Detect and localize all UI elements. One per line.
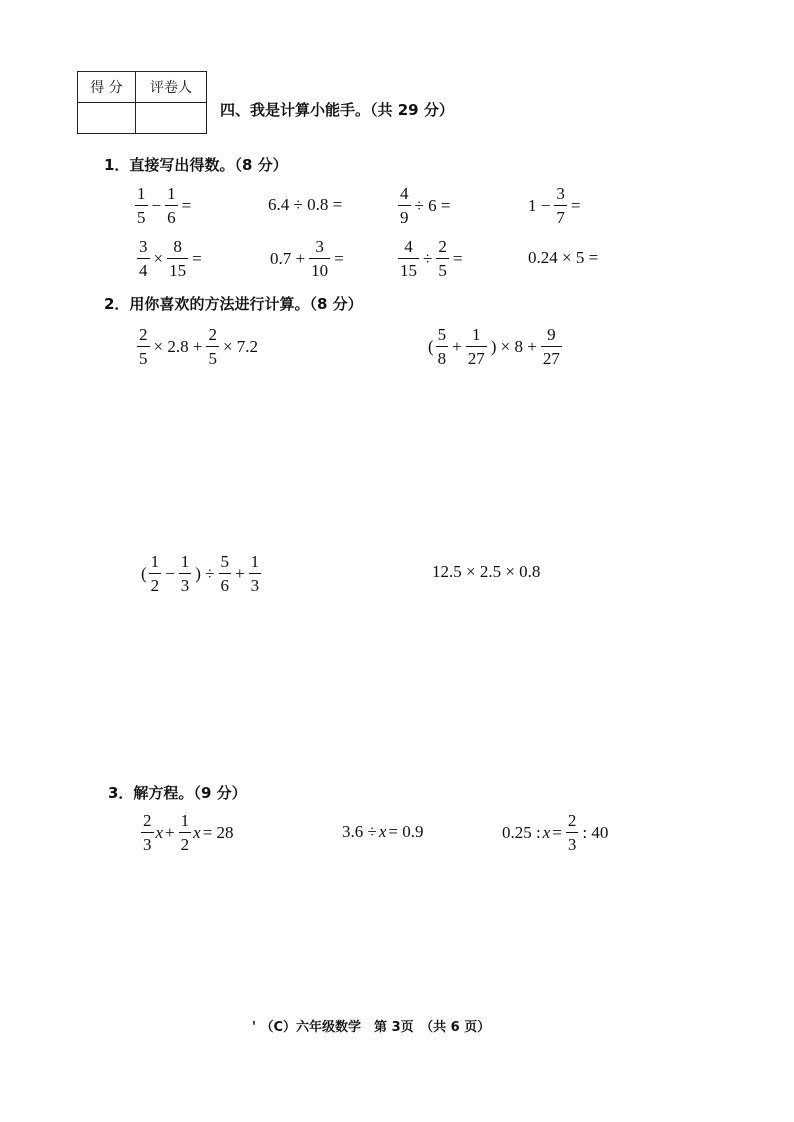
score-cell <box>78 103 136 134</box>
q2-expr-4: 12.5 × 2.5 × 0.8 <box>432 562 541 581</box>
q1-item-5: $\frac{3}{4}$ × $\frac{8}{15}$ = <box>139 237 202 280</box>
q1-item-1: $\frac{1}{5}$ − $\frac{1}{6}$ = <box>137 184 192 227</box>
fraction: $\frac{1}{5}$ <box>137 184 146 227</box>
page-footer: ' （C）六年级数学 第 3页 （共 6 页） <box>252 1020 491 1035</box>
fraction: $\frac{1}{2}$ <box>180 811 190 854</box>
fraction: $\frac{1}{3}$ <box>180 552 190 595</box>
section-title: 四、我是计算小能手。（共 29 分） <box>220 101 454 119</box>
fraction: $\frac{2}{5}$ <box>438 237 447 280</box>
fraction: $\frac{1}{6}$ <box>167 184 176 227</box>
fraction: $\frac{5}{8}$ <box>437 325 447 368</box>
fraction: $\frac{3}{10}$ <box>311 237 329 280</box>
q2-expr-3: ( $\frac{1}{2}$ − $\frac{1}{3}$ ) ÷ $\frac{5}{6}$ + $\frac{1}{3}$ <box>141 552 260 595</box>
grader-label: 评卷人 <box>136 72 207 103</box>
fraction: $\frac{4}{15}$ <box>400 237 417 280</box>
q3-title: 3．解方程。（9 分） <box>108 784 247 802</box>
fraction: $\frac{2}{3}$ <box>143 811 152 854</box>
q3-equation-2: 3.6 ÷ x = 0.9 <box>342 822 424 841</box>
q1-item-4: 1 − $\frac{3}{7}$ = <box>528 184 581 227</box>
q1-item-2: 6.4 ÷ 0.8 = <box>268 195 343 214</box>
q2-title: 2．用你喜欢的方法进行计算。（8 分） <box>104 295 363 313</box>
score-label: 得 分 <box>78 72 136 103</box>
fraction: $\frac{4}{9}$ <box>400 184 409 227</box>
q1-title: 1．直接写出得数。（8 分） <box>104 156 288 174</box>
q2-expr-2: ( $\frac{5}{8}$ + $\frac{1}{27}$ ) × 8 + $\frac{9}{27}$ <box>428 325 560 368</box>
fraction: $\frac{1}{27}$ <box>467 325 485 368</box>
fraction: $\frac{5}{6}$ <box>220 552 230 595</box>
q1-item-7: $\frac{4}{15}$ ÷ $\frac{2}{5}$ = <box>400 237 463 280</box>
fraction: $\frac{3}{7}$ <box>556 184 565 227</box>
q3-equation-1: $\frac{2}{3}$ x + $\frac{1}{2}$ x = 28 <box>143 811 234 854</box>
q1-item-6: 0.7 + $\frac{3}{10}$ = <box>270 237 344 280</box>
fraction: $\frac{2}{3}$ <box>567 811 577 854</box>
grader-cell <box>136 103 207 134</box>
q3-equation-3: 0.25 : x = $\frac{2}{3}$ : 40 <box>502 811 609 854</box>
fraction: $\frac{1}{3}$ <box>250 552 260 595</box>
q1-item-3: $\frac{4}{9}$ ÷ 6 = <box>400 184 451 227</box>
q1-item-8: 0.24 × 5 = <box>528 248 599 267</box>
score-table <box>77 71 207 134</box>
fraction: $\frac{8}{15}$ <box>169 237 187 280</box>
q2-expr-1: $\frac{2}{5}$ × 2.8 + $\frac{2}{5}$ × 7.2 <box>139 325 259 368</box>
fraction: $\frac{2}{5}$ <box>208 325 217 368</box>
fraction: $\frac{2}{5}$ <box>139 325 148 368</box>
fraction: $\frac{3}{4}$ <box>139 237 148 280</box>
fraction: $\frac{1}{2}$ <box>150 552 160 595</box>
fraction: $\frac{9}{27}$ <box>542 325 560 368</box>
